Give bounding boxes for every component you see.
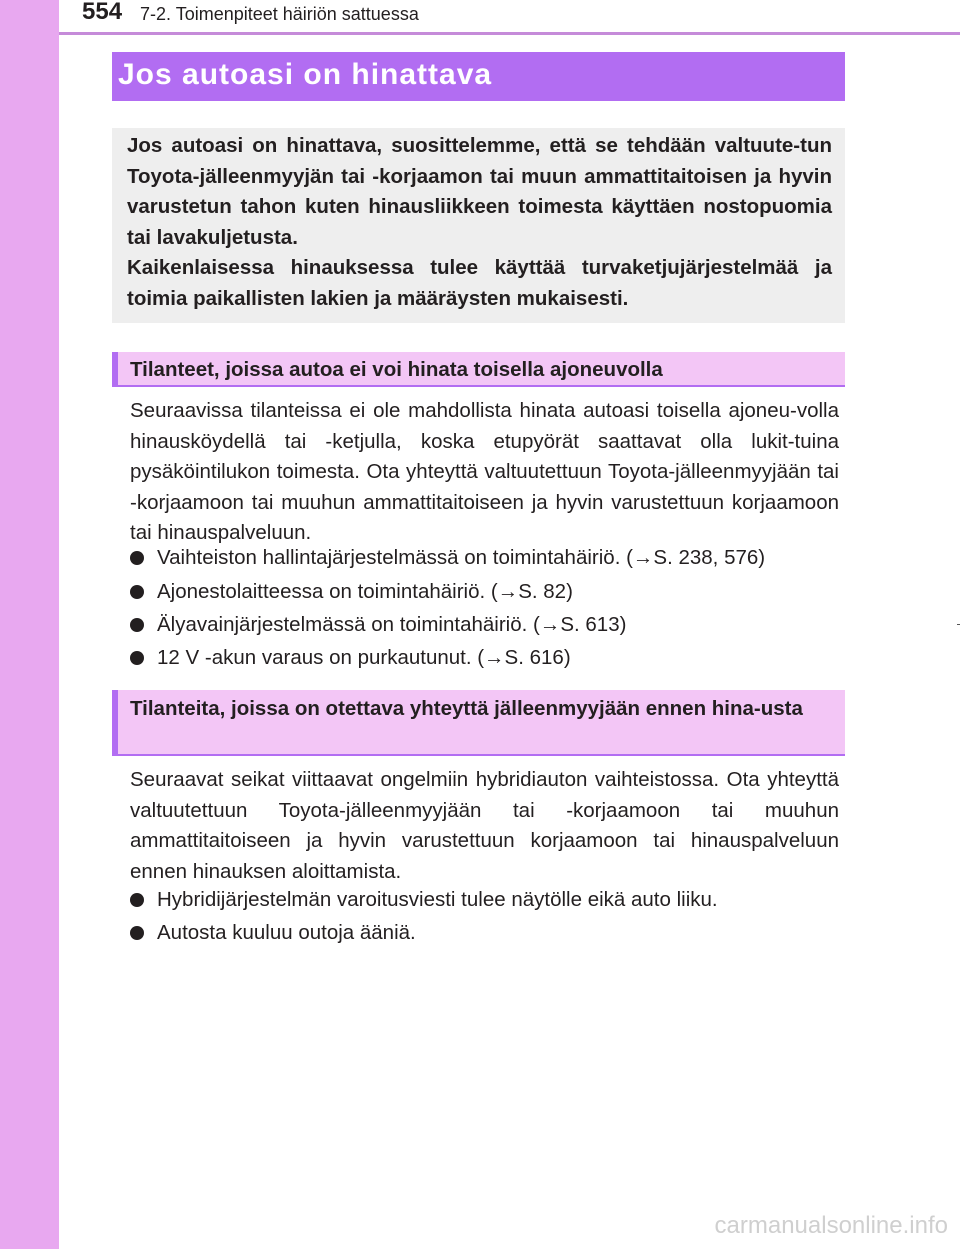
body-paragraph: Seuraavat seikat viittaavat ongelmiin hybridiauton vaihteistossa. Ota yhteyttä valtuutettuun Toyota-jälleenmyyjään tai -korjaamoon tai muuhun ammattitaitoiseen ja hyvin varustettuun korjaamoon tai hinauspalveluun ennen hinauksen aloittamista. <box>130 768 839 883</box>
bullet-item <box>130 610 626 640</box>
bullet-item <box>130 918 416 948</box>
subsection-heading-text: Tilanteita, joissa on otettava yhteyttä jälleenmyyjään ennen hina-usta <box>130 697 803 720</box>
intro-paragraph: Jos autoasi on hinattava, suosittelemme, että se tehdään valtuute-tun Toyota-jälleenmyyjän tai -korjaamon tai muun ammattitaitoisen ja hyvin varustetun tahon kuten hinausliikkeen toimesta käyttäen nostopuomia tai lavakuljetusta. <box>127 134 832 249</box>
page-number: 554 <box>82 0 123 25</box>
bullet-icon <box>130 926 144 940</box>
header-divider <box>59 32 960 35</box>
intro-paragraph: Kaikenlaisessa hinauksessa tulee käyttää turvaketjujärjestelmää ja toimia paikallisten lakien ja määräysten mukaisesti. <box>127 256 832 310</box>
bullet-text: 12 V -akun varaus on purkautunut. (→S. 616) <box>157 646 571 669</box>
watermark: carmanualsonline.info <box>714 1212 948 1239</box>
bullet-icon <box>130 618 144 632</box>
bullet-icon <box>130 585 144 599</box>
bullet-item <box>130 885 718 915</box>
section-title: Jos autoasi on hinattava <box>118 58 493 91</box>
bullet-item <box>130 543 765 573</box>
bullet-text: Hybridijärjestelmän varoitusviesti tulee näytölle eikä auto liiku. <box>157 888 718 911</box>
bullet-icon <box>130 893 144 907</box>
subsection-heading <box>112 352 845 387</box>
body-paragraph: Seuraavissa tilanteissa ei ole mahdollista hinata autoasi toisella ajoneu-volla hinausköydellä tai -ketjulla, koska etupyörät saattavat olla lukit-tuina pysäköintilukon toimesta. Ota yhteyttä valtuutettuun Toyota-jälleenmyyjään tai -korjaamoon tai muuhun ammattitaitoiseen ja hyvin varustettuun korjaamoon tai hinauspalveluun. <box>130 399 839 544</box>
subsection-heading-text: Tilanteet, joissa autoa ei voi hinata toisella ajoneuvolla <box>130 358 663 381</box>
bullet-icon <box>130 551 144 565</box>
bullet-item <box>130 577 573 607</box>
bullet-text: Ajonestolaitteessa on toimintahäiriö. (→S. 82) <box>157 580 573 603</box>
bullet-text: Vaihteiston hallintajärjestelmässä on toimintahäiriö. (→S. 238, 576) <box>157 546 766 569</box>
bullet-item <box>130 643 571 673</box>
chapter-title: 7-2. Toimenpiteet häiriön sattuessa <box>140 4 419 24</box>
subsection-heading <box>112 690 845 756</box>
bullet-icon <box>130 651 144 665</box>
page-sidebar <box>0 0 59 1249</box>
bullet-text: Älyavainjärjestelmässä on toimintahäiriö. (→S. 613) <box>157 613 627 636</box>
bullet-text: Autosta kuuluu outoja ääniä. <box>157 921 416 944</box>
intro-text <box>127 131 832 314</box>
